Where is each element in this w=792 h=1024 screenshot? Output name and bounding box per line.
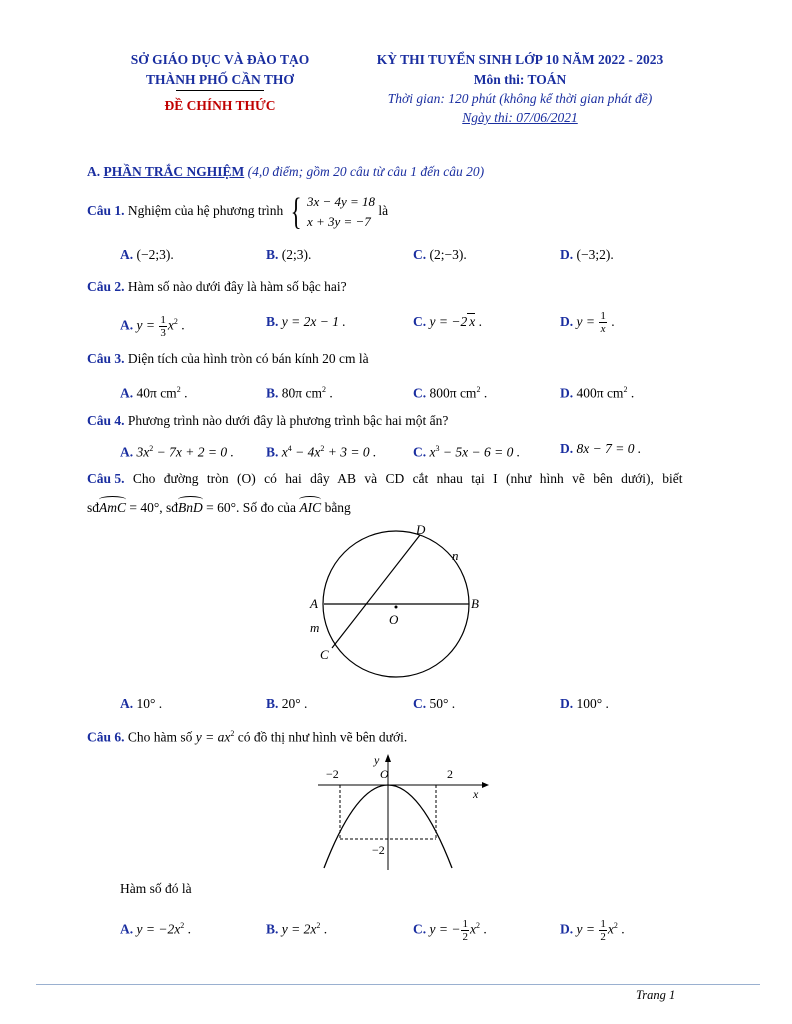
q5-option-c[interactable]: C. 50° . bbox=[413, 696, 456, 711]
q2-option-d[interactable]: D. y = $\frac{1}{x}$ . bbox=[560, 310, 615, 336]
q5-option-b[interactable]: B. 20° . bbox=[266, 696, 308, 711]
y-label: y bbox=[374, 753, 380, 767]
section-title: PHẦN TRẮC NGHIỆM bbox=[103, 164, 245, 179]
q2-option-c[interactable]: C. y = −2 x . bbox=[413, 314, 482, 329]
time-limit: Thời gian: 120 phút (không kể thời gian phát đề) bbox=[387, 91, 653, 106]
tick-2: 2 bbox=[447, 767, 453, 781]
q1-eq2: x + 3y = −7 bbox=[306, 214, 371, 229]
q3-option-b[interactable]: B. 80π $cm^2$ . bbox=[266, 385, 333, 401]
center-point bbox=[395, 606, 398, 609]
label-m: m bbox=[310, 620, 320, 635]
q6-option-d[interactable]: D. y = $\frac{1}{2}$ $x^2$ . bbox=[560, 917, 625, 943]
question-4: Câu 4. Phương trình nào dưới đây là phương trình bậc hai một ẩn? bbox=[87, 413, 449, 428]
q3-option-d[interactable]: D. 400π $cm^2$ . bbox=[560, 385, 635, 401]
tick-y-minus-2: −2 bbox=[372, 843, 385, 857]
question-1 bbox=[87, 192, 388, 232]
q6-option-a[interactable]: A. $y = -2x^2$ . bbox=[120, 921, 191, 937]
q4-option-c[interactable]: C. $x^3 - 5x - 6 = 0$ . bbox=[413, 444, 521, 460]
footer-rule bbox=[36, 984, 760, 985]
question-6: Câu 6. Cho hàm số $y = ax^2$ có đồ thị như hình vẽ bên dưới. bbox=[87, 729, 408, 745]
q1-option-b[interactable]: B. (2;3). bbox=[266, 247, 312, 262]
question-2: Câu 2. Hàm số nào dưới đây là hàm số bậc hai? bbox=[87, 279, 347, 294]
x-label: x bbox=[473, 787, 479, 801]
q1-option-d[interactable]: D. (−3;2). bbox=[560, 247, 614, 262]
q1-option-c[interactable]: C. (2;−3). bbox=[413, 247, 467, 262]
label-d: D bbox=[416, 522, 426, 537]
label-c: C bbox=[320, 647, 329, 662]
y-axis-arrow bbox=[385, 754, 391, 762]
question-5: Câu 5. Cho đường tròn (O) có hai dây AB và CD cắt nhau tại I (như hình vẽ bên dưới), biết bbox=[87, 471, 683, 486]
circle-figure bbox=[300, 520, 500, 690]
section-heading bbox=[87, 163, 484, 181]
tick-minus-2: −2 bbox=[326, 767, 339, 781]
exam-date: Ngày thi: 07/06/2021 bbox=[462, 110, 578, 125]
q6-option-c[interactable]: C. y = − $\frac{1}{2}$ $x^2$ . bbox=[413, 917, 487, 943]
origin-label: O bbox=[380, 767, 389, 781]
question-5-line2: sđAmC = 40°, sđBnD = 60°. Số đo của AIC bằng bbox=[87, 500, 351, 515]
parabola-graph bbox=[310, 752, 490, 872]
section-note: (4,0 điểm; gồm 20 câu từ câu 1 đến câu 20) bbox=[244, 164, 485, 179]
label-o: O bbox=[389, 612, 399, 627]
exam-title: KỲ THI TUYỂN SINH LỚP 10 NĂM 2022 - 2023 bbox=[376, 52, 664, 67]
question-3: Câu 3. Diện tích của hình tròn có bán kính 20 cm là bbox=[87, 351, 369, 366]
q5-option-d[interactable]: D. 100° . bbox=[560, 696, 609, 711]
page-number: Trang 1 bbox=[636, 988, 676, 1002]
q4-option-a[interactable]: A. $3x^2 - 7x + 2 = 0$ . bbox=[120, 444, 234, 460]
q3-option-c[interactable]: C. 800π $cm^2$ . bbox=[413, 385, 488, 401]
label-n: n bbox=[452, 548, 459, 563]
x-axis-arrow bbox=[482, 782, 489, 788]
q3-option-a[interactable]: A. 40π $cm^2$ . bbox=[120, 385, 188, 401]
subject: Môn thi: TOÁN bbox=[473, 72, 567, 87]
label-a: A bbox=[310, 596, 318, 611]
label-b: B bbox=[471, 596, 479, 611]
header-underline bbox=[176, 90, 264, 91]
q1-eq1: 3x − 4y = 18 bbox=[306, 194, 376, 209]
dept-line2: THÀNH PHỐ CẦN THƠ bbox=[146, 72, 294, 87]
dept-line1: SỞ GIÁO DỤC VÀ ĐÀO TẠO bbox=[130, 52, 310, 67]
q1-text-after: là bbox=[378, 203, 389, 219]
q2-option-a[interactable]: A. y = $\frac{1}{3}$ $x^2$ . bbox=[120, 313, 185, 339]
q6-option-b[interactable]: B. $y = 2x^2$ . bbox=[266, 921, 328, 937]
q1-option-a[interactable]: A. (−2;3). bbox=[120, 247, 174, 262]
q6-subtext: Hàm số đó là bbox=[120, 881, 192, 896]
q1-label: Câu 1. bbox=[87, 203, 125, 219]
q1-system: { 3x − 4y = 18 x + 3y = −7 bbox=[290, 191, 376, 233]
q4-option-d[interactable]: D. 8x − 7 = 0 . bbox=[560, 441, 642, 456]
section-prefix: A. bbox=[87, 164, 104, 179]
q4-option-b[interactable]: B. $x^4 - 4x^2 + 3 = 0$ . bbox=[266, 444, 377, 460]
q2-option-b[interactable]: B. y = 2x − 1 . bbox=[266, 314, 346, 329]
q1-text: Nghiệm của hệ phương trình bbox=[124, 203, 287, 219]
official-label: ĐỀ CHÍNH THỨC bbox=[164, 98, 276, 113]
q5-option-a[interactable]: A. 10° . bbox=[120, 696, 163, 711]
